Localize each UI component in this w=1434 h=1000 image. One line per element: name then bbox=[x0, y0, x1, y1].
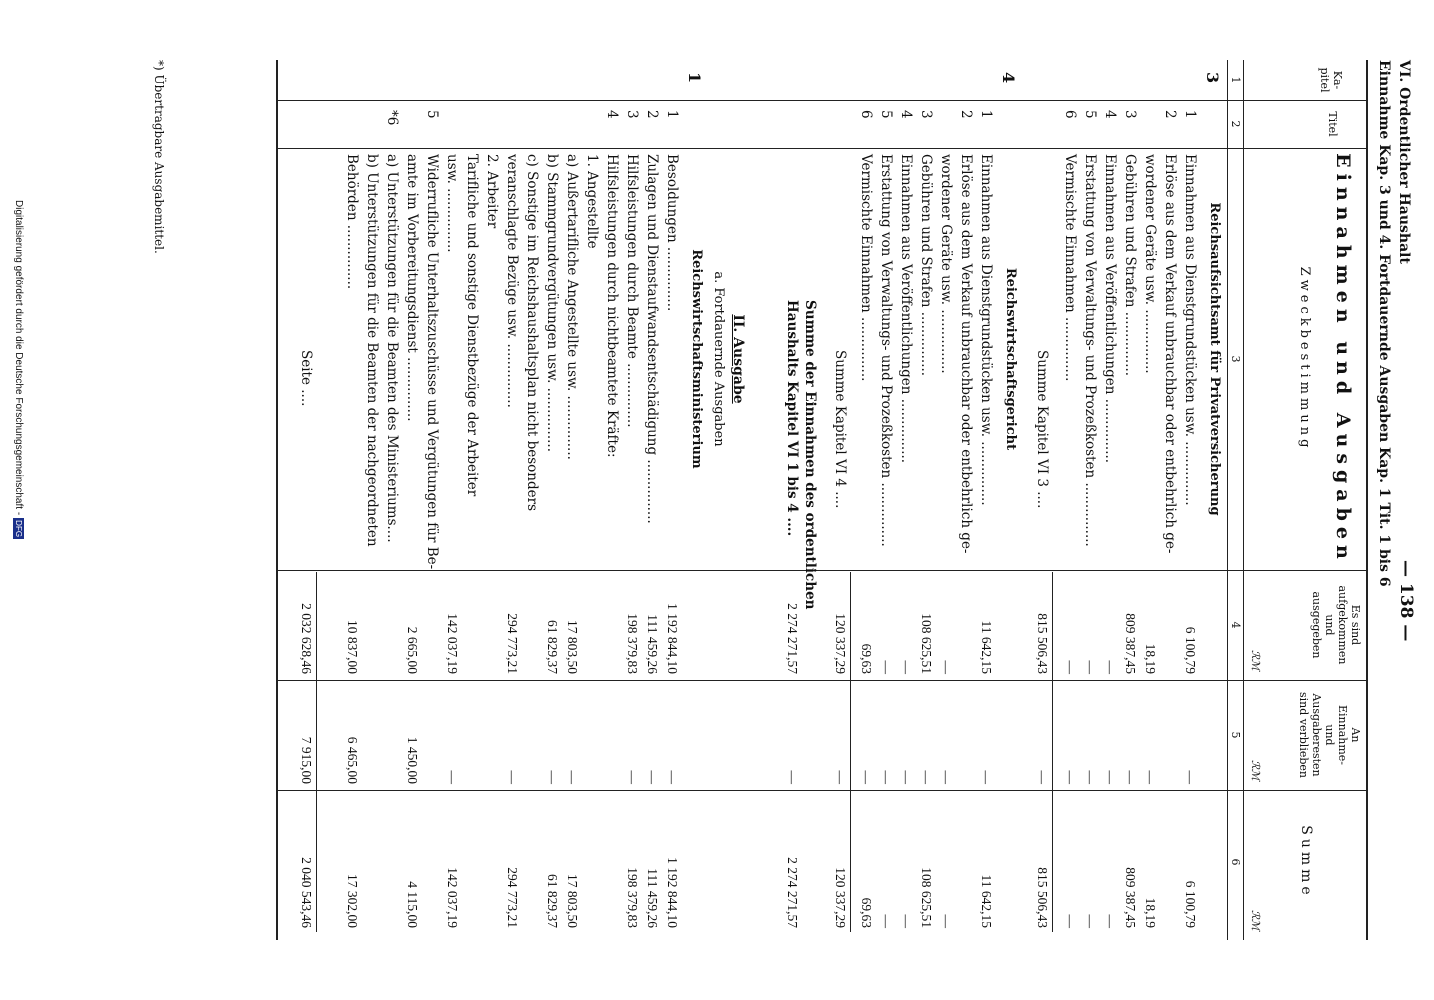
row-text: a) Unterstützungen für die Beamten des Ministeriums.... bbox=[384, 154, 400, 543]
row-text: 1. Angestellte bbox=[584, 154, 600, 249]
titel-number: 4 bbox=[604, 110, 620, 119]
titel-number: 5 bbox=[1082, 110, 1098, 119]
col-zweck: Zweckbestimmung bbox=[1297, 266, 1312, 452]
row-text: Gebühren und Strafen ............... bbox=[1122, 154, 1138, 377]
value-reste: 6 465,00 bbox=[345, 736, 360, 784]
row-text: c) Sonstige im Reichshaushaltsplan nicht besonders bbox=[524, 154, 540, 511]
value-summe: — bbox=[899, 914, 914, 928]
value-aufgekommen: 2 665,00 bbox=[405, 626, 420, 674]
value-aufgekommen: — bbox=[899, 660, 914, 674]
table-bottom-rule bbox=[276, 60, 278, 940]
row-text: b) Unterstützungen für die Beamten der nachgeordneten bbox=[364, 154, 380, 547]
value-reste: — bbox=[545, 770, 560, 784]
unit-6: ℛℳ bbox=[1249, 910, 1262, 931]
row-text: Widerrufliche Unterhaltszuschüsse und Vergütungen für Be- bbox=[424, 154, 440, 570]
sum-kap4-label: Summe Kapitel VI 4 .... bbox=[832, 350, 848, 509]
row-text: wordener Geräte usw. ............... bbox=[938, 154, 954, 374]
titel-number: 3 bbox=[918, 110, 934, 119]
value-reste: — bbox=[445, 770, 460, 784]
value-reste: — bbox=[1143, 770, 1158, 784]
page-number: — 138 — bbox=[1396, 560, 1416, 642]
row-text: a) Außertarifliche Angestellte usw. ............... bbox=[564, 154, 580, 460]
titel-number: 5 bbox=[424, 110, 440, 119]
unit-4: ℛℳ bbox=[1249, 650, 1262, 671]
value-aufgekommen: 142 037,19 bbox=[445, 613, 460, 674]
value-aufgekommen: 10 837,00 bbox=[345, 620, 360, 674]
row-text: usw. ............... bbox=[444, 154, 460, 253]
idx-1: 1 bbox=[1229, 76, 1242, 84]
value-reste: — bbox=[665, 770, 680, 784]
row-text: Vermischte Einnahmen ............... bbox=[1062, 154, 1078, 382]
header-left: VI. Ordentlicher Haushalt bbox=[1396, 60, 1412, 264]
sum-kap4-c4: 120 337,29 bbox=[833, 613, 848, 674]
value-reste: 1 450,00 bbox=[405, 736, 420, 784]
titel-number: 2 bbox=[1162, 110, 1178, 119]
col-reste: An Einnahme- und Ausgaberesten sind verblieben bbox=[1297, 692, 1362, 778]
value-summe: 198 379,83 bbox=[625, 867, 640, 928]
sum-kap4-c6: 120 337,29 bbox=[833, 867, 848, 928]
col-main-title: Einnahmen und Ausgaben bbox=[1332, 153, 1354, 565]
unit-5: ℛℳ bbox=[1249, 760, 1262, 781]
titel-number: 2 bbox=[958, 110, 974, 119]
value-reste: — bbox=[939, 770, 954, 784]
seite-c6: 2 040 543,46 bbox=[299, 857, 314, 928]
value-summe: 17 803,50 bbox=[565, 874, 580, 928]
sum-total-c4: 2 274 271,57 bbox=[785, 603, 800, 674]
row-text: Erstattung von Verwaltungs- und Prozeßkosten ............... bbox=[1082, 154, 1098, 547]
sum-total-line1: Summe der Einnahmen des ordentlichen bbox=[802, 300, 818, 610]
value-reste: — bbox=[919, 770, 934, 784]
row-text: Besoldungen ............... bbox=[664, 154, 680, 312]
sum-kap3-c5: — bbox=[1035, 770, 1050, 784]
idx-4: 4 bbox=[1229, 621, 1242, 629]
value-aufgekommen: — bbox=[1063, 660, 1078, 674]
value-summe: — bbox=[879, 914, 894, 928]
row-text: Einnahmen aus Dienstgrundstücken usw. ............... bbox=[1182, 154, 1198, 506]
row-text: Einnahmen aus Dienstgrundstücken usw. ............... bbox=[978, 154, 994, 506]
row-text: Zulagen und Dienstaufwandsentschädigung ............... bbox=[644, 154, 660, 524]
value-summe: — bbox=[1063, 914, 1078, 928]
value-reste: — bbox=[565, 770, 580, 784]
value-reste: — bbox=[1083, 770, 1098, 784]
row-text: Einnahmen aus Veröffentlichungen ............... bbox=[1102, 154, 1118, 464]
sum-kap3-c4: 815 506,43 bbox=[1035, 613, 1050, 674]
kapitel-3: 3 bbox=[1203, 72, 1222, 84]
sum-kap4-c5: — bbox=[833, 770, 848, 784]
value-aufgekommen: 1 192 844,10 bbox=[665, 603, 680, 674]
value-aufgekommen: 294 773,21 bbox=[505, 613, 520, 674]
value-summe: 111 459,26 bbox=[645, 868, 660, 928]
digitalisation-text: Digitalisierung gefördert durch die Deutsche Forschungsgemeinschaft - bbox=[13, 200, 24, 516]
row-text: 2. Arbeiter bbox=[484, 154, 500, 229]
value-summe: 809 387,45 bbox=[1123, 867, 1138, 928]
value-aufgekommen: — bbox=[1083, 660, 1098, 674]
value-aufgekommen: 6 100,79 bbox=[1183, 626, 1198, 674]
titel-number: 1 bbox=[1182, 110, 1198, 119]
sum-total-c6: 2 274 271,57 bbox=[785, 857, 800, 928]
titel-number: 2 bbox=[644, 110, 660, 119]
row-text: amte im Vorbereitungsdienst ............... bbox=[404, 154, 420, 422]
titel-number: 6 bbox=[1062, 110, 1078, 119]
value-reste: — bbox=[1063, 770, 1078, 784]
value-reste: — bbox=[625, 770, 640, 784]
value-reste: — bbox=[1103, 770, 1118, 784]
value-aufgekommen: 61 829,37 bbox=[545, 620, 560, 674]
row-text: Gebühren und Strafen ............... bbox=[918, 154, 934, 377]
footnote: *) Übertragbare Ausgabemittel. bbox=[152, 60, 166, 254]
value-summe: 1 192 844,10 bbox=[665, 857, 680, 928]
row-text: Hilfsleistungen durch Beamte ............... bbox=[624, 154, 640, 428]
value-summe: — bbox=[939, 914, 954, 928]
dfg-logo: DFG bbox=[14, 520, 23, 538]
value-summe: 69,63 bbox=[859, 897, 874, 928]
kap4-title: Reichswirtschaftsgericht bbox=[1003, 267, 1018, 451]
titel-number: 4 bbox=[898, 110, 914, 119]
sum-kap3-c6: 815 506,43 bbox=[1035, 867, 1050, 928]
fortdauernde-title: a. Fortdauernde Ausgaben bbox=[711, 271, 726, 447]
sum-total-c5: — bbox=[785, 770, 800, 784]
titel-number: 1 bbox=[978, 110, 994, 119]
value-aufgekommen: 108 625,51 bbox=[919, 613, 934, 674]
sum-rule bbox=[316, 572, 317, 932]
value-summe: 4 115,00 bbox=[405, 881, 420, 928]
ausgabe-title: II. Ausgabe bbox=[730, 314, 746, 404]
value-summe: 17 302,00 bbox=[345, 874, 360, 928]
value-summe: 108 625,51 bbox=[919, 867, 934, 928]
idx-2: 2 bbox=[1229, 120, 1242, 128]
kap1-title: Reichswirtschaftsministerium bbox=[689, 249, 704, 469]
titel-number: 5 bbox=[878, 110, 894, 119]
value-reste: — bbox=[859, 770, 874, 784]
value-summe: 18,19 bbox=[1143, 897, 1158, 928]
value-aufgekommen: — bbox=[879, 660, 894, 674]
titel-number: 4 bbox=[1102, 110, 1118, 119]
value-aufgekommen: 809 387,45 bbox=[1123, 613, 1138, 674]
col-kapitel: Ka- pitel bbox=[1318, 67, 1344, 93]
idx-3: 3 bbox=[1229, 355, 1242, 363]
col-aufgekommen: Es sind aufgekommen und ausgegeben bbox=[1310, 585, 1362, 665]
value-aufgekommen: 17 803,50 bbox=[565, 620, 580, 674]
value-reste: — bbox=[1183, 770, 1198, 784]
titel-number: *6 bbox=[384, 110, 400, 126]
value-reste: — bbox=[505, 770, 520, 784]
col-titel: Titel bbox=[1326, 111, 1339, 137]
value-summe: 294 773,21 bbox=[505, 867, 520, 928]
row-text: Vermischte Einnahmen ............... bbox=[858, 154, 874, 382]
row-text: Behörden ............... bbox=[344, 154, 360, 290]
value-summe: — bbox=[1103, 914, 1118, 928]
idx-6: 6 bbox=[1229, 858, 1242, 866]
titel-number: 6 bbox=[858, 110, 874, 119]
value-summe: 6 100,79 bbox=[1183, 880, 1198, 928]
idx-5: 5 bbox=[1229, 731, 1242, 739]
header-subtitle: Einnahme Kap. 3 und 4. Fortdauernde Ausgaben Kap. 1 Tit. 1 bis 6 bbox=[1376, 60, 1392, 587]
titel-number: 1 bbox=[664, 110, 680, 119]
kapitel-4: 4 bbox=[999, 72, 1018, 84]
seite-label: Seite .... bbox=[298, 350, 314, 407]
row-text: Hilfsleistungen durch nichtbeamtete Kräfte: bbox=[604, 154, 620, 458]
value-summe: 61 829,37 bbox=[545, 874, 560, 928]
value-aufgekommen: — bbox=[1103, 660, 1118, 674]
value-aufgekommen: 18,19 bbox=[1143, 643, 1158, 674]
seite-c5: 7 915,00 bbox=[299, 736, 314, 784]
value-aufgekommen: 11 642,15 bbox=[979, 620, 994, 674]
sum-rule bbox=[850, 572, 851, 932]
row-text: b) Stammgrundvergütungen usw. ............... bbox=[544, 154, 560, 453]
row-text: Tarifliche und sonstige Dienstbezüge der Arbeiter bbox=[464, 154, 480, 497]
kap3-title: Reichsaufsichtsamt für Privatversicherung bbox=[1207, 202, 1222, 516]
value-summe: 11 642,15 bbox=[979, 874, 994, 928]
value-aufgekommen: 69,63 bbox=[859, 643, 874, 674]
sum-rule bbox=[1052, 572, 1053, 932]
row-text: veranschlagte Bezüge usw. ............... bbox=[504, 154, 520, 408]
value-aufgekommen: — bbox=[939, 660, 954, 674]
row-text: Einnahmen aus Veröffentlichungen ............... bbox=[898, 154, 914, 464]
value-summe: — bbox=[1083, 914, 1098, 928]
row-text: Erlöse aus dem Verkauf unbrauchbar oder entbehrlich ge- bbox=[958, 154, 974, 554]
value-reste: — bbox=[899, 770, 914, 784]
value-reste: — bbox=[979, 770, 994, 784]
value-reste: — bbox=[879, 770, 894, 784]
row-text: wordener Geräte usw. ............... bbox=[1142, 154, 1158, 374]
kapitel-1: 1 bbox=[685, 72, 704, 84]
row-text: Erstattung von Verwaltungs- und Prozeßkosten ............... bbox=[878, 154, 894, 547]
seite-c4: 2 032 628,46 bbox=[299, 603, 314, 674]
value-reste: — bbox=[645, 770, 660, 784]
sum-kap3-label: Summe Kapitel VI 3 .... bbox=[1034, 350, 1050, 509]
row-text: Erlöse aus dem Verkauf unbrauchbar oder entbehrlich ge- bbox=[1162, 154, 1178, 554]
value-summe: 142 037,19 bbox=[445, 867, 460, 928]
value-aufgekommen: 198 379,83 bbox=[625, 613, 640, 674]
digitalisation-note bbox=[13, 200, 24, 539]
titel-number: 3 bbox=[1122, 110, 1138, 119]
titel-number: 3 bbox=[624, 110, 640, 119]
value-aufgekommen: 111 459,26 bbox=[645, 614, 660, 674]
value-reste: — bbox=[1123, 770, 1138, 784]
col-summe: Summe bbox=[1298, 825, 1314, 899]
sum-total-line2: Haushalts Kapitel VI 1 bis 4 .... bbox=[784, 300, 800, 537]
